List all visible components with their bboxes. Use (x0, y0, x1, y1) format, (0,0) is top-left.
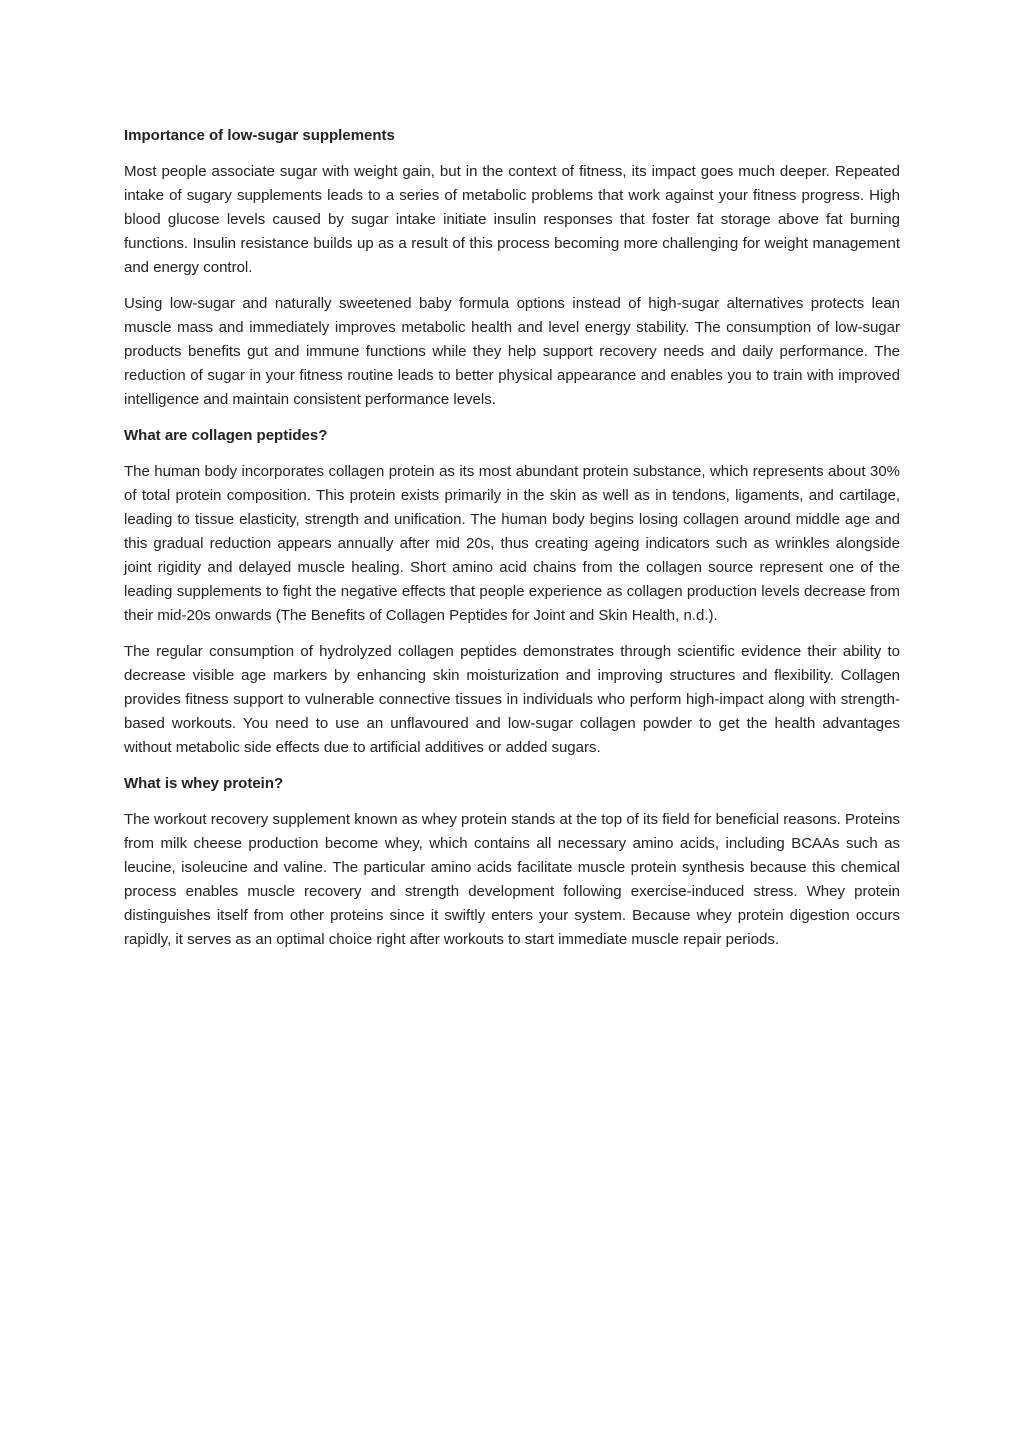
section-heading: What are collagen peptides? (124, 427, 328, 444)
section-low-sugar (124, 124, 900, 412)
paragraph: Using low-sugar and naturally sweetened baby formula options instead of high-sugar alternatives protects lean muscle mass and immediately improves metabolic health and level energy stability. The consumption of low-sugar products benefits gut and immune functions while they help support recovery needs and daily performance. The reduction of sugar in your fitness routine leads to better physical appearance and enables you to train with improved intelligence and maintain consistent performance levels. (124, 295, 900, 408)
section-whey-protein (124, 772, 900, 952)
document-page (124, 124, 900, 964)
paragraph: The regular consumption of hydrolyzed collagen peptides demonstrates through scientific evidence their ability to decrease visible age markers by enhancing skin moisturization and improving structures and flexibility. Collagen provides fitness support to vulnerable connective tissues in individuals who perform high-impact along with strength-based workouts. You need to use an unflavoured and low-sugar collagen powder to get the health advantages without metabolic side effects due to artificial additives or added sugars. (124, 643, 900, 756)
section-heading: What is whey protein? (124, 775, 284, 792)
paragraph: Most people associate sugar with weight gain, but in the context of fitness, its impact goes much deeper. Repeated intake of sugary supplements leads to a series of metabolic problems that work against your fitness progress. High blood glucose levels caused by sugar intake initiate insulin responses that foster fat storage above fat burning functions. Insulin resistance builds up as a result of this process becoming more challenging for weight management and energy control. (124, 163, 900, 276)
section-heading: Importance of low-sugar supplements (124, 127, 395, 144)
paragraph: The human body incorporates collagen protein as its most abundant protein substance, which represents about 30% of total protein composition. This protein exists primarily in the skin as well as in tendons, ligaments, and cartilage, leading to tissue elasticity, strength and unification. The human body begins losing collagen around middle age and this gradual reduction appears annually after mid 20s, thus creating ageing indicators such as wrinkles alongside joint rigidity and delayed muscle healing. Short amino acid chains from the collagen source represent one of the leading supplements to fight the negative effects that people experience as collagen production levels decrease from their mid-20s onwards (The Benefits of Collagen Peptides for Joint and Skin Health, n.d.). (124, 463, 900, 624)
section-collagen-peptides (124, 424, 900, 760)
paragraph: The workout recovery supplement known as whey protein stands at the top of its field for beneficial reasons. Proteins from milk cheese production become whey, which contains all necessary amino acids, including BCAAs such as leucine, isoleucine and valine. The particular amino acids facilitate muscle protein synthesis because this chemical process enables muscle recovery and strength development following exercise-induced stress. Whey protein distinguishes itself from other proteins since it swiftly enters your system. Because whey protein digestion occurs rapidly, it serves as an optimal choice right after workouts to start immediate muscle repair periods. (124, 811, 900, 948)
